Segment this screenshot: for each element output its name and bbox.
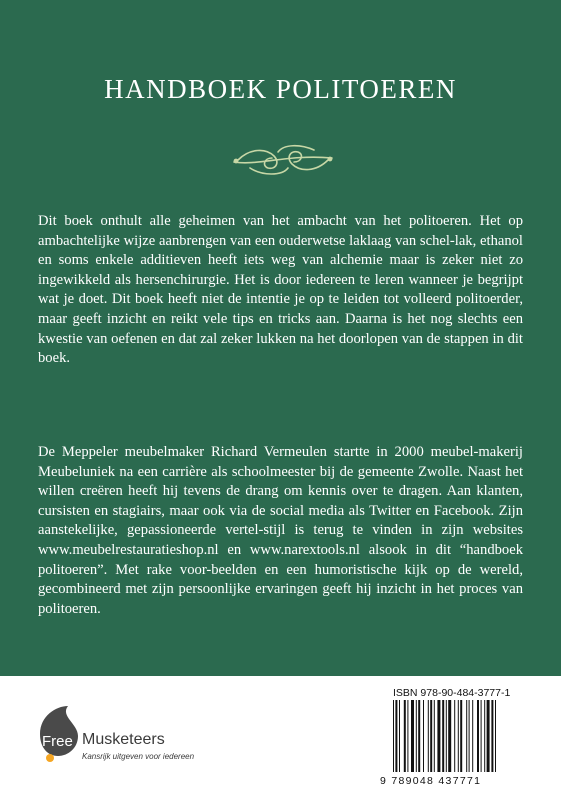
publisher-tagline: Kansrijk uitgeven voor iedereen	[82, 752, 195, 761]
barcode-icon	[393, 700, 539, 772]
publisher-name-musketeers: Musketeers	[82, 731, 165, 748]
book-title: HANDBOEK POLITOEREN	[104, 74, 457, 104]
barcode-digits: 9 789048 437771	[380, 775, 482, 787]
author-bio-paragraph: De Meppeler meubelmaker Richard Vermeulen startte in 2000 meubel-makerij Meubeluniek na een carrière als schoolmeester bij de gemeente Zwolle. Naast het willen creëren heeft hij tevens de drang om kennis over te dragen. Aan klanten, cursisten en stagiairs, maar ook via de social media als Twitter en Facebook. Zijn aanstekelijke, gepassioneerde vertel-stijl is terug te vinden in zijn websites www.meubelrestauratieshop.nl en www.narextools.nl alsook in dit “handboek politoeren”. Met rake voor-beelden en een humoristische kijk op de wereld, gecombineerd met zijn persoonlijke ervaringen geeft hij inzicht in het proces van politoeren.	[38, 444, 523, 617]
isbn-label: ISBN 978-90-484-3777-1	[393, 687, 511, 699]
book-description-paragraph: Dit boek onthult alle geheimen van het ambacht van het politoeren. Het op ambachtelijke wijze aanbrengen van een ouderwetse laklaag van schel-lak, ethanol en soms enkele additieven heeft iets weg van alchemie maar is zeker niet zo ingewikkeld als hersenchirurgie. Het is door iedereen te leren wanneer je begrijpt wat je doet. Dit boek heeft niet de intentie je op te leiden tot volleerd politoerder, maar geeft inzicht en reikt vele tips en tricks aan. Daarna is het nog slechts een kwestie van oefenen en dat zal zeker lukken na het doorlopen van de stappen in dit boek.	[38, 213, 523, 367]
flourish-ornament-icon	[228, 138, 338, 182]
publisher-name-free: Free	[42, 733, 73, 750]
